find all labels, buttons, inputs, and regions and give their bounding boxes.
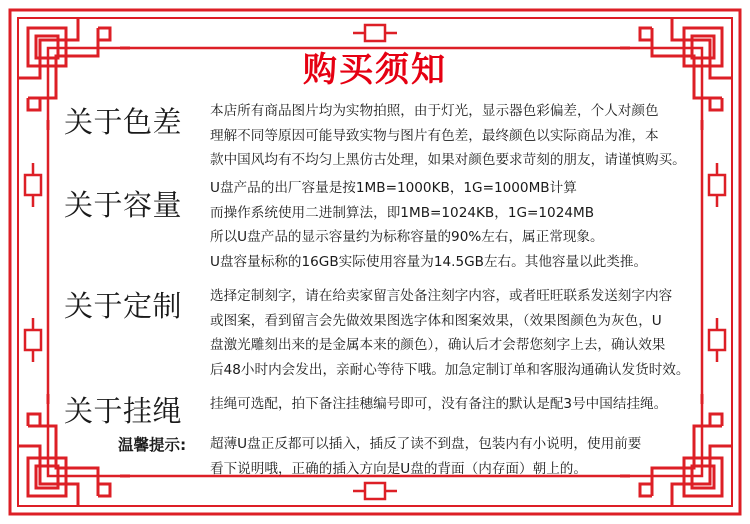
text-line: U盘产品的出厂容量是按1MB=1000KB，1G=1000MB计算 — [210, 180, 577, 196]
tip-text — [210, 432, 641, 481]
text-line: 挂绳可选配，拍下备注挂穗编号即可，没有备注的默认是配3号中国结挂绳。 — [210, 396, 668, 412]
text-line: 款中国风均有不均匀上黑仿古处理，如果对颜色要求苛刻的朋友，请谨慎购买。 — [210, 152, 686, 168]
edge-ornament — [25, 318, 41, 362]
paragraph-capacity — [210, 176, 647, 274]
edge-ornament — [25, 163, 41, 207]
text-line: 理解不同等原因可能导致实物与图片有色差，最终颜色以实际商品为准，本 — [210, 127, 659, 144]
paragraph-lanyard — [210, 392, 667, 417]
text-line: 所以U盘产品的显示容量约为标称容量的90%左右，属正常现象。 — [210, 229, 604, 245]
page-title: 购买须知 — [303, 50, 447, 90]
paragraph-customization — [210, 284, 689, 382]
heading-customization: 关于定制 — [64, 289, 183, 323]
edge-ornament — [353, 25, 397, 41]
text-line: 后48小时内会发出，亲耐心等待下哦。加急定制订单和客服沟通确认发货时效。 — [210, 361, 690, 378]
text-line: 或图案，看到留言会先做效果图选字体和图案效果，（效果图颜色为灰色，U — [210, 312, 662, 329]
edge-ornament — [709, 318, 725, 362]
heading-color-difference: 关于色差 — [64, 105, 183, 139]
text-line: 而操作系统使用二进制算法，即1MB=1024KB，1G=1024MB — [210, 204, 595, 221]
edge-ornament — [353, 483, 397, 499]
text-line: 本店所有商品图片均为实物拍照，由于灯光，显示器色彩偏差，个人对颜色 — [210, 103, 659, 119]
text-line: U盘容量标称的16GB实际使用容量为14.5GB左右。其他容量以此类推。 — [210, 253, 648, 270]
edge-ornament — [709, 163, 725, 207]
text-line: 盘激光雕刻出来的是金属本来的颜色），确认后才会帮您刻字上去，确认效果 — [210, 337, 666, 353]
tip-label: 温馨提示: — [118, 436, 187, 454]
heading-capacity: 关于容量 — [64, 188, 183, 222]
text-line: 选择定制刻字，请在给卖家留言处备注刻字内容，或者旺旺联系发送刻字内容 — [210, 288, 673, 304]
heading-lanyard: 关于挂绳 — [64, 394, 183, 428]
text-line: 看下说明哦，正确的插入方向是U盘的背面（内存面）朝上的。 — [210, 460, 587, 477]
text-line: 超薄U盘正反都可以插入，插反了读不到盘，包装内有小说明，使用前要 — [210, 436, 642, 452]
paragraph-color-difference — [210, 99, 686, 173]
